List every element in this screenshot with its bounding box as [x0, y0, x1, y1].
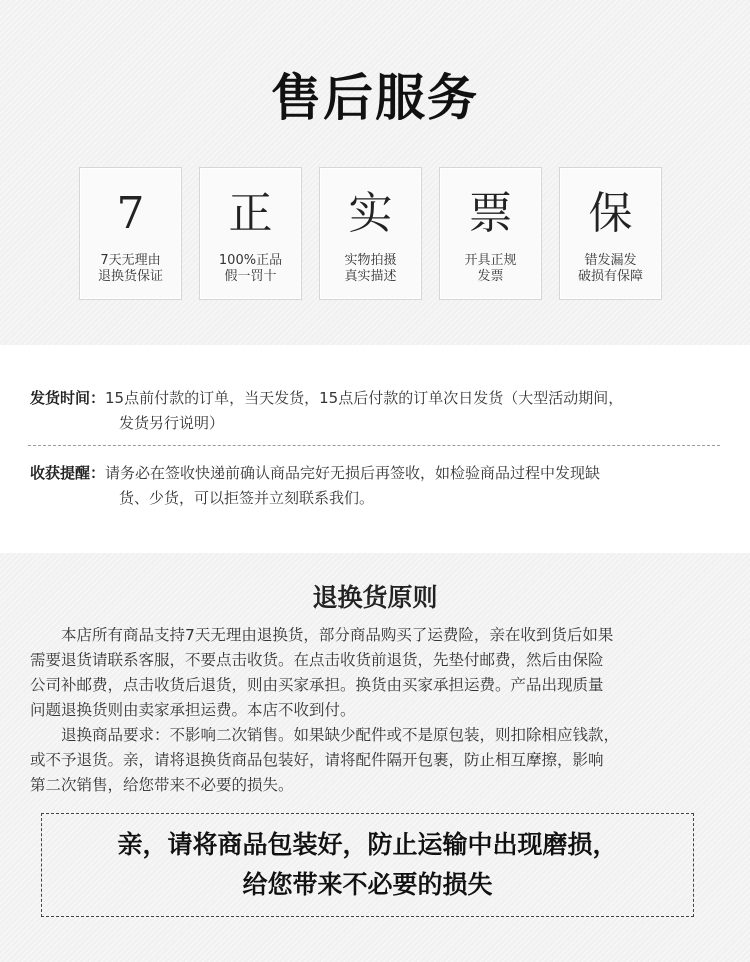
badge-symbol: 票	[468, 188, 513, 239]
dashed-divider	[28, 445, 720, 446]
badge-7-day-return	[79, 167, 182, 300]
packaging-notice-box	[41, 813, 694, 917]
shipping-line1	[30, 386, 730, 411]
return-policy-title: 退换货原则	[312, 583, 438, 612]
badge-guarantee	[559, 167, 662, 300]
badge-caption-line2: 破损有保障	[577, 269, 643, 284]
badge-caption	[320, 253, 421, 285]
paragraph-line: 问题退换货则由卖家承担运费。本店不收到付。	[30, 701, 356, 719]
return-policy-paragraph-1	[30, 623, 725, 723]
paragraph-line: 退换商品要求：不影响二次销售。如果缺少配件或不是原包装，则扣除相应钱款，	[30, 726, 620, 744]
badge-symbol: 保	[588, 188, 633, 239]
notice-line1: 亲，请将商品包装好，防止运输中出现磨损，	[117, 830, 618, 859]
shipping-line2: 发货另行说明）	[119, 414, 225, 432]
badge-caption-line2: 假一罚十	[224, 269, 277, 284]
badge-caption-line2: 退换货保证	[97, 269, 163, 284]
badge-caption	[200, 253, 301, 285]
service-badges	[79, 167, 669, 300]
shipping-info	[30, 386, 730, 436]
shipping-label: 发货时间：	[30, 389, 106, 407]
notice-line2: 给您带来不必要的损失	[242, 870, 493, 899]
paragraph-line: 需要退货请联系客服，不要点击收货。在点击收货前退货，先垫付邮费，然后由保险	[30, 651, 604, 669]
badge-caption	[440, 253, 541, 285]
return-policy-paragraph-2	[30, 723, 725, 798]
middle-background	[0, 345, 750, 553]
shipping-text: 15点前付款的订单，当天发货，15点后付款的订单次日发货（大型活动期间，	[105, 389, 624, 407]
paragraph-line: 公司补邮费，点击收货后退货，则由买家承担。换货由买家承担运费。产品出现质量	[30, 676, 604, 694]
reminder-line1	[30, 461, 730, 486]
page-title: 售后服务	[271, 69, 479, 127]
badge-caption-line1: 开具正规	[464, 253, 517, 268]
badge-caption-line2: 发票	[477, 269, 504, 284]
reminder-line2: 货、少货，可以拒签并立刻联系我们。	[119, 489, 375, 507]
badge-symbol: 正	[228, 188, 273, 239]
badge-genuine	[199, 167, 302, 300]
paragraph-line: 第二次销售，给您带来不必要的损失。	[30, 776, 294, 794]
paragraph-line: 或不予退货。亲，请将退换货商品包装好，请将配件隔开包裹，防止相互摩擦，影响	[30, 751, 604, 769]
badge-real-photos	[319, 167, 422, 300]
reminder-text: 请务必在签收快递前确认商品完好无损后再签收，如检验商品过程中发现缺	[105, 464, 601, 482]
badge-caption	[560, 253, 661, 285]
badge-invoice	[439, 167, 542, 300]
badge-symbol: 7	[116, 188, 145, 239]
receipt-reminder	[30, 461, 730, 511]
paragraph-line: 本店所有商品支持7天无理由退换货，部分商品购买了运费险，亲在收到货后如果	[30, 626, 614, 644]
badge-symbol: 实	[348, 188, 393, 239]
badge-caption-line1: 实物拍摄	[344, 253, 397, 268]
badge-caption-line1: 错发漏发	[584, 253, 637, 268]
badge-caption	[80, 253, 181, 285]
badge-caption-line1: 100%正品	[218, 253, 283, 268]
badge-caption-line2: 真实描述	[344, 269, 397, 284]
reminder-label: 收获提醒：	[30, 464, 106, 482]
badge-caption-line1: 7天无理由	[100, 253, 161, 268]
